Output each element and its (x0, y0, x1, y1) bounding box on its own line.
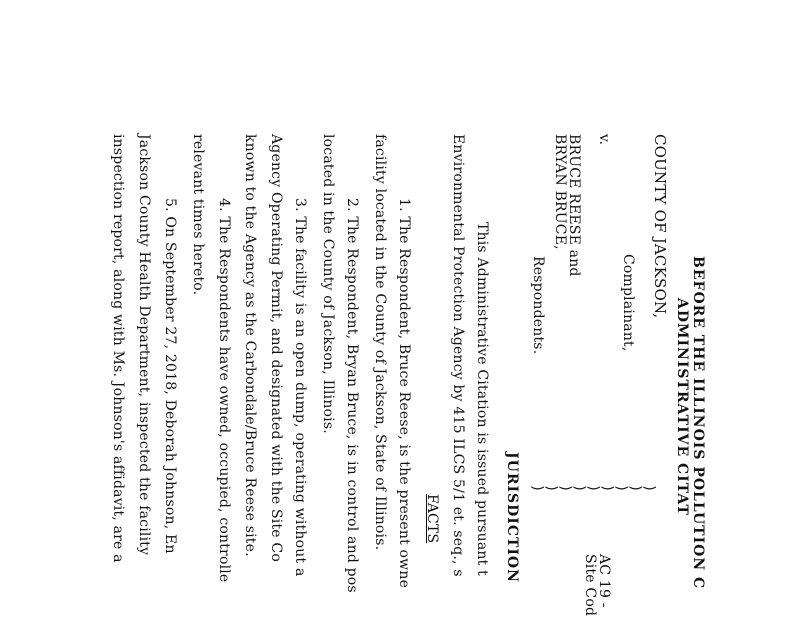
versus-label: v. (596, 134, 612, 146)
jurisdiction-line-2: Environmental Protection Agency by 415 ILCS 5/1 et. seq., s (450, 134, 466, 577)
fact-2-line-1: 2. The Respondent, Bryan Bruce, is in control and pos (344, 198, 360, 593)
fact-5-line-2: Jackson County Health Department, inspected the facility (136, 134, 152, 556)
fact-4-line-2: relevant times hereto. (190, 134, 206, 296)
fact-3-line-1: 3. The facility is an open dump, operating without a (292, 198, 308, 577)
jurisdiction-heading: JURISDICTION (504, 452, 520, 583)
fact-2-line-2: located in the County of Jackson, Illinois. (320, 134, 336, 434)
title-line-2: ADMINISTRATIVE CITAT (674, 298, 690, 516)
jurisdiction-line-1: This Administrative Citation is issued pursuant t (474, 222, 490, 576)
caption-parens: ) ) ) ) ) ) ) ) ) (529, 484, 657, 493)
case-number: AC 19 - (596, 554, 612, 608)
complainant-name: COUNTY OF JACKSON, (651, 134, 669, 319)
respondent-line-2: BRYAN BRUCE, (552, 134, 568, 250)
respondent-line-1: BRUCE REESE and (566, 134, 582, 277)
fact-5-line-3: inspection report, along with Ms. Johnson's affidavit, are a (110, 134, 126, 563)
facts-heading: FACTS (424, 494, 440, 544)
title-line-1: BEFORE THE ILLINOIS POLLUTION C (690, 256, 706, 590)
fact-1-line-2: facility located in the County of Jackson, State of Illinois. (372, 134, 388, 551)
fact-4-line-1: 4. The Respondents have owned, occupied, controlle (216, 198, 232, 583)
fact-3-line-2: Agency Operating Permit, and designated with the Site Co (268, 134, 284, 562)
fact-1-line-1: 1. The Respondent, Bruce Reese, is the present owne (396, 198, 412, 589)
fact-3-line-3: known to the Agency as the Carbondale/Bruce Reese site. (242, 134, 258, 557)
fact-5-line-1: 5. On September 27, 2018, Deborah Johnson, En (162, 198, 178, 554)
complainant-label: Complainant, (620, 254, 636, 352)
site-code: Site Cod (582, 554, 598, 617)
respondents-label: Respondents. (530, 256, 546, 355)
